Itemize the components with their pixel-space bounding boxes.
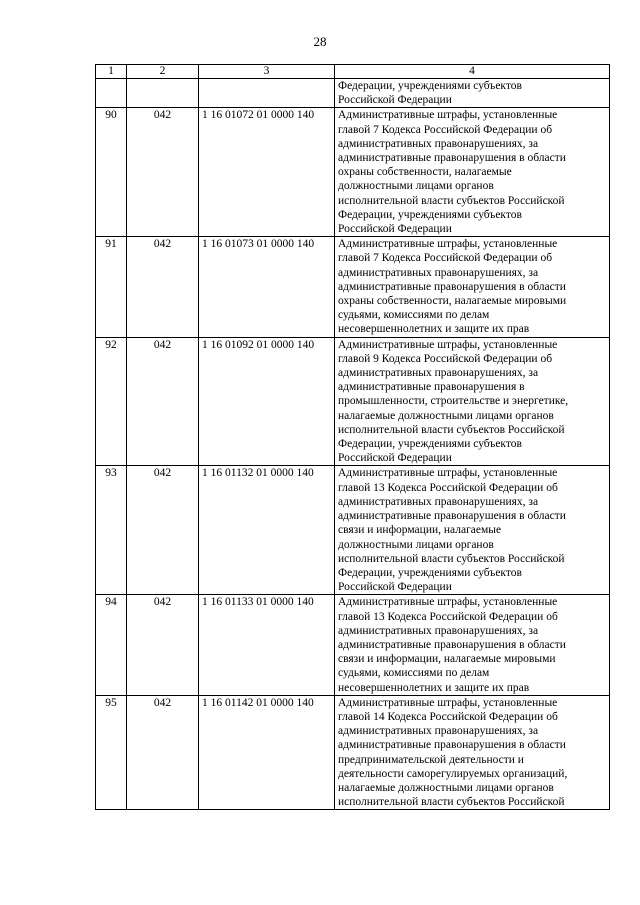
table-row	[96, 466, 610, 595]
budget-classification-code: 1 16 01092 01 0000 140	[199, 337, 335, 466]
revenue-description	[335, 466, 610, 595]
revenue-codes-table	[95, 64, 610, 810]
column-header: 3	[199, 65, 335, 79]
table-row	[96, 337, 610, 466]
text-line: должностными лицами органов	[338, 538, 494, 551]
revenue-description	[335, 337, 610, 466]
text-line: Административные штрафы, установленные	[338, 467, 558, 480]
admin-code: 042	[127, 595, 199, 695]
text-line: исполнительной власти субъектов Российской	[338, 552, 565, 565]
admin-code: 042	[127, 466, 199, 595]
continuation-text	[335, 79, 610, 108]
text-line: исполнительной власти субъектов Российской	[338, 194, 565, 207]
text-line: административные правонарушения в области	[338, 739, 566, 752]
row-number: 90	[96, 108, 127, 237]
text-line: исполнительной власти субъектов Российской	[338, 423, 565, 436]
text-line: Административные штрафы, установленные	[338, 238, 558, 251]
text-line: Административные штрафы, установленные	[338, 696, 558, 709]
text-line: Федерации, учреждениями субъектов	[338, 208, 522, 221]
text-line: главой 13 Кодекса Российской Федерации об	[338, 481, 558, 494]
admin-code: 042	[127, 237, 199, 337]
text-line: судьями, комиссиями по делам	[338, 667, 490, 680]
text-line: Федерации, учреждениями субъектов	[338, 566, 522, 579]
table-row	[96, 695, 610, 810]
revenue-description	[335, 237, 610, 337]
table-header-row	[96, 65, 610, 79]
text-line: охраны собственности, налагаемые мировыми	[338, 295, 567, 308]
text-line: деятельности саморегулируемых организаций,	[338, 767, 568, 780]
column-header: 2	[127, 65, 199, 79]
text-line: административных правонарушениях, за	[338, 137, 539, 150]
text-line: Российской Федерации	[338, 452, 452, 465]
text-line: несовершеннолетних и защите их прав	[338, 681, 530, 694]
continuation-row	[96, 79, 610, 108]
text-line: главой 9 Кодекса Российской Федерации об	[338, 352, 553, 365]
budget-classification-code: 1 16 01072 01 0000 140	[199, 108, 335, 237]
text-line: административных правонарушениях, за	[338, 624, 539, 637]
text-line: несовершеннолетних и защите их прав	[338, 323, 530, 336]
budget-classification-code: 1 16 01132 01 0000 140	[199, 466, 335, 595]
text-line: главой 7 Кодекса Российской Федерации об	[338, 123, 553, 136]
text-line: предпринимательской деятельности и	[338, 753, 524, 766]
table-row	[96, 108, 610, 237]
text-line: Российской Федерации	[338, 581, 452, 594]
text-line: главой 14 Кодекса Российской Федерации об	[338, 710, 558, 723]
budget-classification-code: 1 16 01142 01 0000 140	[199, 695, 335, 810]
page-number: 28	[313, 34, 327, 49]
text-line: административных правонарушениях, за	[338, 367, 539, 380]
text-line: Административные штрафы, установленные	[338, 338, 558, 351]
table-row	[96, 237, 610, 337]
text-line: должностными лицами органов	[338, 180, 494, 193]
text-line: административные правонарушения в области	[338, 152, 566, 165]
table-row	[96, 595, 610, 695]
text-line: административных правонарушениях, за	[338, 495, 539, 508]
column-header: 4	[335, 65, 610, 79]
text-line: налагаемые должностными лицами органов	[338, 409, 554, 422]
row-number: 94	[96, 595, 127, 695]
text-line: главой 13 Кодекса Российской Федерации об	[338, 610, 558, 623]
text-line: Российской Федерации	[338, 94, 452, 107]
text-line: связи и информации, налагаемые	[338, 524, 502, 537]
text-line: охраны собственности, налагаемые	[338, 166, 512, 179]
budget-classification-code: 1 16 01073 01 0000 140	[199, 237, 335, 337]
text-line: административные правонарушения в области	[338, 510, 566, 523]
admin-code: 042	[127, 108, 199, 237]
row-number: 95	[96, 695, 127, 810]
column-header: 1	[96, 65, 127, 79]
row-number: 92	[96, 337, 127, 466]
revenue-description	[335, 595, 610, 695]
row-number: 93	[96, 466, 127, 595]
text-line: Федерации, учреждениями субъектов	[338, 80, 522, 92]
revenue-description	[335, 695, 610, 810]
row-number: 91	[96, 237, 127, 337]
budget-classification-code: 1 16 01133 01 0000 140	[199, 595, 335, 695]
text-line: связи и информации, налагаемые мировыми	[338, 653, 556, 666]
text-line: промышленности, строительстве и энергетике,	[338, 395, 569, 408]
text-line: главой 7 Кодекса Российской Федерации об	[338, 252, 553, 265]
revenue-description	[335, 108, 610, 237]
admin-code: 042	[127, 695, 199, 810]
text-line: Административные штрафы, установленные	[338, 109, 558, 122]
text-line: Федерации, учреждениями субъектов	[338, 438, 522, 451]
admin-code: 042	[127, 337, 199, 466]
text-line: административные правонарушения в области	[338, 638, 566, 651]
text-line: Российской Федерации	[338, 223, 452, 236]
text-line: Административные штрафы, установленные	[338, 596, 558, 609]
text-line: административные правонарушения в	[338, 381, 525, 394]
text-line: судьями, комиссиями по делам	[338, 309, 490, 322]
text-line: административных правонарушениях, за	[338, 266, 539, 279]
text-line: административных правонарушениях, за	[338, 725, 539, 738]
text-line: исполнительной власти субъектов Российской	[338, 796, 565, 809]
text-line: административные правонарушения в области	[338, 280, 566, 293]
text-line: налагаемые должностными лицами органов	[338, 781, 554, 794]
